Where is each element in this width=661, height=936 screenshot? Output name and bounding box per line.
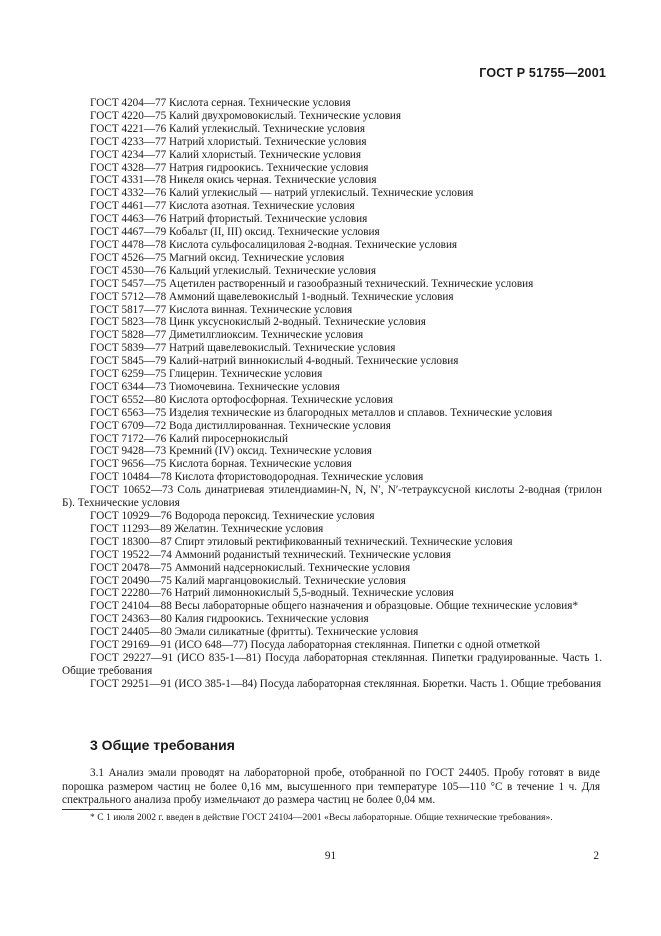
reference-item: ГОСТ 10484—78 Кислота фтористоводородная. Технические условия bbox=[90, 471, 424, 484]
reference-item: ГОСТ 4461—77 Кислота азотная. Технические условия bbox=[90, 200, 355, 213]
reference-item: ГОСТ 4220—75 Калий двухромовокислый. Технические условия bbox=[90, 109, 402, 122]
reference-item: ГОСТ 6344—73 Тиомочевина. Технические условия bbox=[90, 380, 340, 393]
reference-item: ГОСТ 29169—91 (ИСО 648—77) Посуда лабораторная стеклянная. Пипетки с одной отметкой bbox=[90, 639, 541, 652]
reference-item: ГОСТ 4328—77 Натрия гидроокись. Технические условия bbox=[90, 161, 369, 174]
reference-item: ГОСТ 4478—78 Кислота сульфосалициловая 2-водная. Технические условия bbox=[90, 238, 458, 251]
reference-item: ГОСТ 10652—73 Соль динатриевая этилендиамин-N, N, N′, N′-тетрауксусной кислоты 2-водная (трилон Б). Технические условия bbox=[62, 484, 602, 510]
reference-item: ГОСТ 24363—80 Калия гидроокись. Технические условия bbox=[90, 613, 369, 626]
page-number: 91 bbox=[324, 850, 337, 862]
reference-item: ГОСТ 9656—75 Кислота борная. Технические условия bbox=[90, 458, 352, 471]
reference-item: ГОСТ 22280—76 Натрий лимоннокислый 5,5-водный. Технические условия bbox=[90, 587, 454, 600]
reference-item: ГОСТ 6709—72 Вода дистиллированная. Технические условия bbox=[90, 419, 391, 432]
section-heading: 3 Общие требования bbox=[90, 737, 235, 753]
reference-item: ГОСТ 10929—76 Водорода пероксид. Технические условия bbox=[90, 510, 375, 522]
reference-item: ГОСТ 9428—73 Кремний (IV) оксид. Технические условия bbox=[90, 445, 372, 458]
reference-item: ГОСТ 4467—79 Кобальт (II, III) оксид. Технические условия bbox=[90, 226, 380, 239]
reference-item: ГОСТ 18300—87 Спирт этиловый ректификованный технический. Технические условия bbox=[90, 535, 513, 548]
reference-item: ГОСТ 4221—76 Калий углекислый. Технические условия bbox=[90, 122, 365, 135]
reference-item: ГОСТ 19522—74 Аммоний роданистый технический. Технические условия bbox=[90, 548, 451, 561]
reference-item: ГОСТ 4526—75 Магний оксид. Технические условия bbox=[90, 251, 345, 264]
footnote-divider bbox=[62, 809, 132, 810]
reference-item: ГОСТ 5823—78 Цинк уксуснокислый 2-водный. Технические условия bbox=[90, 316, 426, 329]
reference-item: ГОСТ 4233—77 Натрий хлористый. Технические условия bbox=[90, 135, 367, 148]
reference-item: ГОСТ 4331—78 Никеля окись черная. Технические условия bbox=[90, 174, 377, 187]
normative-references-list bbox=[62, 97, 602, 691]
reference-item: ГОСТ 24405—80 Эмали силикатные (фритты). Технические условия bbox=[90, 626, 419, 639]
sheet-number: 2 bbox=[593, 850, 599, 862]
reference-item: ГОСТ 6259—75 Глицерин. Технические условия bbox=[90, 368, 323, 381]
reference-item: ГОСТ 4332—76 Калий углекислый — натрий углекислый. Технические условия bbox=[90, 187, 474, 200]
reference-item: ГОСТ 5817—77 Кислота винная. Технические условия bbox=[90, 303, 353, 316]
document-code: ГОСТ Р 51755—2001 bbox=[479, 66, 606, 80]
section-paragraph: 3.1 Анализ эмали проводят на лабораторной пробе, отобранной по ГОСТ 24405. Пробу готовят в виде порошка размером частиц не более 0,16 мм, высушенного при температуре 105—110 °С в течение 1 ч. Для спектрального анализа пробу измельчают до размера частиц не более 0,04 мм. bbox=[62, 767, 600, 807]
reference-item: ГОСТ 5845—79 Калий-натрий виннокислый 4-водный. Технические условия bbox=[90, 355, 459, 368]
reference-item: ГОСТ 5839—77 Натрий щавелевокислый. Технические условия bbox=[90, 342, 396, 355]
reference-item: ГОСТ 11293—89 Желатин. Технические условия bbox=[90, 522, 324, 535]
reference-item: ГОСТ 5457—75 Ацетилен растворенный и газообразный технический. Технические условия bbox=[90, 277, 534, 290]
reference-item: ГОСТ 24104—88 Весы лабораторные общего назначения и образцовые. Общие технические условия* bbox=[90, 600, 579, 613]
reference-item: ГОСТ 7172—76 Калий пиросернокислый bbox=[90, 432, 288, 445]
reference-item: ГОСТ 5712—78 Аммоний щавелевокислый 1-водный. Технические условия bbox=[90, 290, 454, 303]
reference-item: ГОСТ 20490—75 Калий марганцовокислый. Технические условия bbox=[90, 574, 406, 587]
reference-item: ГОСТ 29251—91 (ИСО 385-1—84) Посуда лабораторная стеклянная. Бюретки. Часть 1. Общие требования bbox=[90, 677, 602, 690]
reference-item: ГОСТ 29227—91 (ИСО 835-1—81) Посуда лабораторная стеклянная. Пипетки градуированные. Часть 1. Общие требования bbox=[62, 651, 602, 677]
footnote: * С 1 июля 2002 г. введен в действие ГОСТ 24104—2001 «Весы лабораторные. Общие технические требования». bbox=[90, 812, 553, 823]
reference-item: ГОСТ 4530—76 Кальций углекислый. Технические условия bbox=[90, 264, 377, 277]
reference-item: ГОСТ 4234—77 Калий хлористый. Технические условия bbox=[90, 148, 362, 161]
reference-item: ГОСТ 20478—75 Аммоний надсернокислый. Технические условия bbox=[90, 561, 411, 574]
reference-item: ГОСТ 4204—77 Кислота серная. Технические условия bbox=[90, 97, 351, 109]
reference-item: ГОСТ 6552—80 Кислота ортофосфорная. Технические условия bbox=[90, 393, 393, 406]
reference-item: ГОСТ 5828—77 Диметилглиоксим. Технические условия bbox=[90, 329, 364, 342]
reference-item: ГОСТ 4463—76 Натрий фтористый. Технические условия bbox=[90, 213, 368, 226]
reference-item: ГОСТ 6563—75 Изделия технические из благородных металлов и сплавов. Технические условия bbox=[90, 406, 553, 419]
